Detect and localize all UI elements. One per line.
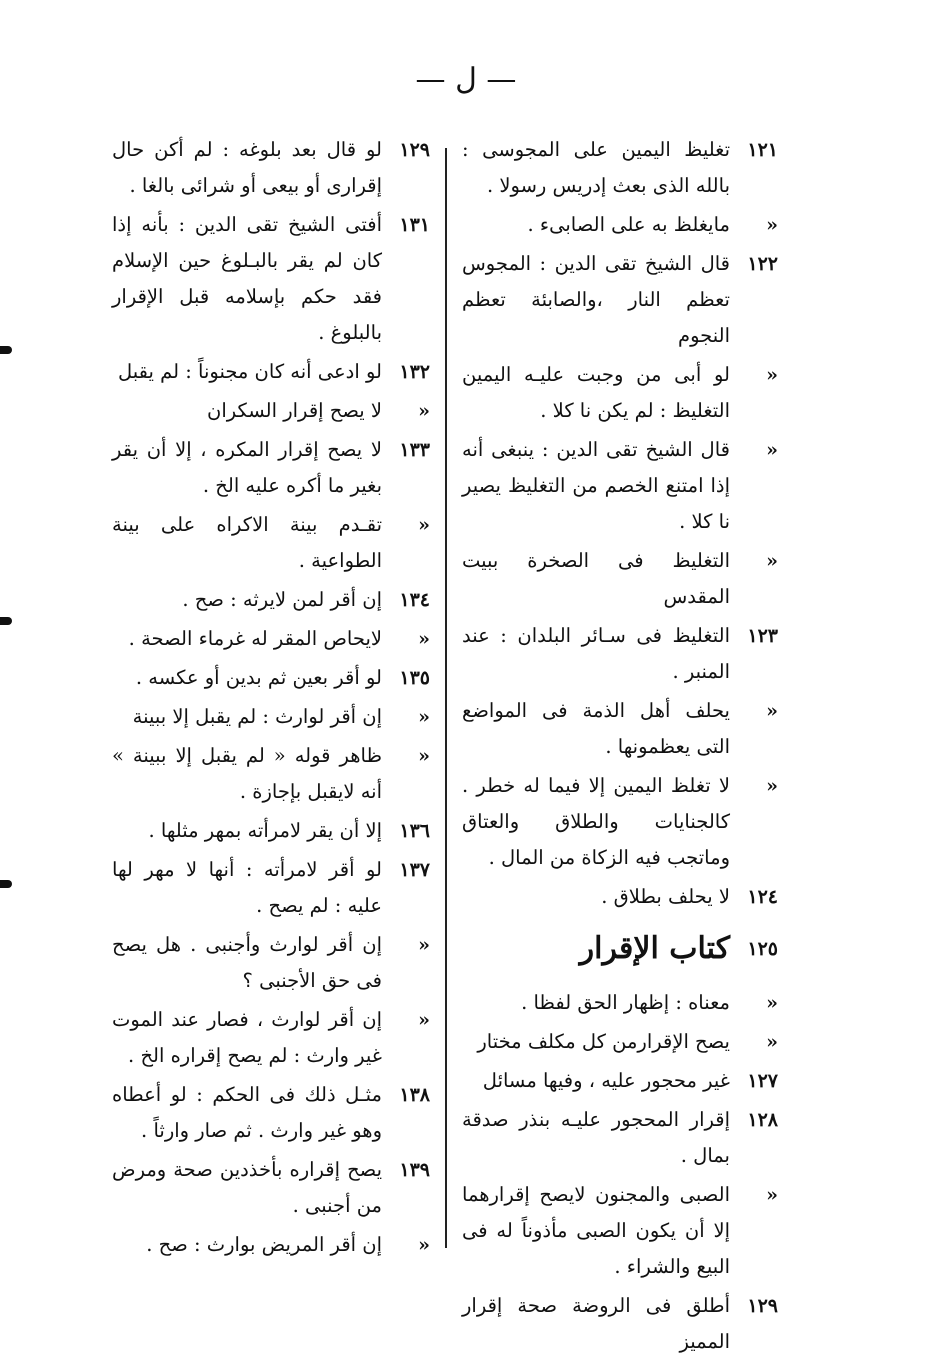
entry-number: ١٢٣ <box>747 625 778 647</box>
entry-number: « <box>766 992 778 1014</box>
entry-text: ظاهر قوله « لم يقبل إلا ببينة » أنه لايقبل بإجازة . <box>112 744 382 803</box>
entry <box>112 432 430 504</box>
entry-number: « <box>418 934 430 956</box>
entry <box>112 1227 430 1263</box>
entry-text: يصح إقراره بأخذدين صحة ومرض من أجنبى . <box>112 1158 382 1217</box>
entry-text: غير محجور عليه ، وفيها مسائل <box>482 1069 730 1092</box>
entry <box>462 207 778 243</box>
entry <box>462 1288 778 1360</box>
entry-text: تغليظ اليمين على المجوسى : بالله الذى بعث إدريس رسولا . <box>462 138 730 197</box>
entry <box>112 852 430 924</box>
entry <box>462 357 778 429</box>
entry-text: إلا أن يقر لامرأته بمهر مثلها . <box>148 819 382 842</box>
entry <box>462 985 778 1021</box>
entry <box>112 813 430 849</box>
entry-text: لو قال بعد بلوغه : لم أكن حال إقرارى أو بيعى أو شرائى بالغا . <box>112 138 382 197</box>
entry-text: التغليظ فى الصخرة ببيت المقدس <box>462 549 730 608</box>
entry-number: ١٢٩ <box>399 139 430 161</box>
column-divider <box>445 148 447 1248</box>
entry-number: « <box>418 514 430 536</box>
entry-number: « <box>766 700 778 722</box>
entry-text: التغليظ فى سـائر البلدان : عند المنبر . <box>462 624 730 683</box>
entry-number: « <box>766 1031 778 1053</box>
entry-number: « <box>766 775 778 797</box>
right-column <box>462 132 778 1363</box>
entry-text: لو أقر لامرأته : أنها لا مهر لها عليه : لم يصح . <box>112 858 382 917</box>
entry-number: « <box>418 1009 430 1031</box>
entry <box>462 1063 778 1099</box>
entry-number: ١٣٧ <box>399 859 430 881</box>
entry-text: معناه : إظهار الحق لفظا . <box>521 991 730 1014</box>
entry-text: لو ادعى أنه كان مجنوناً : لم يقبل <box>117 360 382 383</box>
entry-number: « <box>766 1184 778 1206</box>
entry-text: إن أقر لمن لايرثه : صح . <box>182 588 382 611</box>
entry-number: « <box>418 400 430 422</box>
entry-number: « <box>766 364 778 386</box>
entry-number: « <box>418 706 430 728</box>
entry-number: ١٢٥ <box>747 938 778 960</box>
entry <box>112 393 430 429</box>
entry-text: مثـل ذلك فى الحكم : لو أعطاه وهو غير وارث . ثم صار وارثاً . <box>112 1083 382 1142</box>
entry-text: أطلق فى الروضة صحة إقرار المميز <box>462 1294 730 1353</box>
entry-number: « <box>766 214 778 236</box>
entry-text: إن أقر لوارث ، فصار عند الموت غير وارث : لم يصح إقراره الخ . <box>112 1008 382 1067</box>
entry-text: تقـدم بينة الاكراه على بينة الطواعية . <box>112 513 382 572</box>
entry-text: لو أبى من وجبت عليـه اليمين التغليظ : لم يكن نا كلا . <box>462 363 730 422</box>
entry <box>112 354 430 390</box>
entry-number: ١٣٩ <box>399 1159 430 1181</box>
entry <box>112 1152 430 1224</box>
entry-number: « <box>418 745 430 767</box>
entry-text: إن أقر لوارث : لم يقبل إلا ببينة <box>132 705 382 728</box>
scan-mark <box>0 880 12 888</box>
entry <box>112 927 430 999</box>
left-column <box>112 132 430 1266</box>
entry-text: لا يصح إقرار السكران <box>207 399 382 422</box>
entry-number: « <box>766 439 778 461</box>
entry-number: ١٢١ <box>747 139 778 161</box>
scan-mark <box>0 346 12 354</box>
entry <box>462 132 778 204</box>
section-title: كتاب الإقرار <box>579 931 730 966</box>
entry-number: ١٣١ <box>399 214 430 236</box>
entry <box>462 543 778 615</box>
entry-text: إن أقر لوارث وأجنبى . هل يصح فى حق الأجنبى ؟ <box>112 933 382 992</box>
scan-mark <box>0 617 12 625</box>
entry-number: ١٣٣ <box>399 439 430 461</box>
page-number: — ل — <box>415 62 517 97</box>
entry-text: لا يحلف بطلاق . <box>601 885 730 908</box>
entry-number: ١٢٨ <box>747 1109 778 1131</box>
entry <box>112 738 430 810</box>
entry-text: يصح الإقرارمن كل مكلف مختار <box>477 1030 730 1053</box>
entry <box>112 582 430 618</box>
entry-text: لا يصح إقرار المكره ، إلا أن يقر بغير ما أكره عليه الخ . <box>112 438 382 497</box>
entry-text: قال الشيخ تقى الدين : ينبغى أنه إذا امتنع الخصم من التغليظ يصير نا كلا . <box>462 438 730 533</box>
entry-number: ١٣٥ <box>399 667 430 689</box>
entry-number: ١٢٤ <box>747 886 778 908</box>
entry <box>462 618 778 690</box>
entry-text: إقرار المحجور عليـه بنذر صدقة بمال . <box>462 1108 730 1167</box>
entry-text: إن أقر المريض بوارث : صح . <box>146 1233 382 1256</box>
entry-text: مايغلظ به على الصابىء . <box>527 213 730 236</box>
entry-number: ١٣٨ <box>399 1084 430 1106</box>
entry-number: « <box>418 628 430 650</box>
entry <box>462 432 778 540</box>
entry <box>112 132 430 204</box>
section-heading <box>462 925 778 973</box>
entry <box>112 699 430 735</box>
entry-number: ١٢٩ <box>747 1295 778 1317</box>
entry <box>462 879 778 915</box>
entry <box>462 1177 778 1285</box>
entry <box>112 1002 430 1074</box>
entry-number: ١٢٧ <box>747 1070 778 1092</box>
entry <box>462 768 778 876</box>
entry-number: « <box>766 550 778 572</box>
entry <box>462 693 778 765</box>
entry-text: الصبى والمجنون لايصح إقرارهما إلا أن يكون الصبى مأذوناً له فى البيع والشراء . <box>462 1183 730 1278</box>
entry-number: ١٣٢ <box>399 361 430 383</box>
entry <box>112 621 430 657</box>
entry <box>112 507 430 579</box>
entry <box>462 1024 778 1060</box>
entry <box>462 1102 778 1174</box>
entry <box>462 246 778 354</box>
entry-text: لا تغلظ اليمين إلا فيما له خطر . كالجنايات والطلاق والعتاق وماتجب فيه الزكاة من المال . <box>462 774 730 869</box>
entry-text: أفتى الشيخ تقى الدين : بأنه إذا كان لم يقر بالبـلوغ حين الإسلام فقد حكم بإسلامه قبل الإقرار بالبلوغ . <box>112 213 382 344</box>
entry <box>112 207 430 351</box>
entry <box>112 1077 430 1149</box>
entry-number: ١٣٦ <box>399 820 430 842</box>
entry-number: ١٢٢ <box>747 253 778 275</box>
entry-number: « <box>418 1234 430 1256</box>
entry-text: لو أقر بعين ثم بدين أو عكسه . <box>135 666 382 689</box>
entry <box>112 660 430 696</box>
entry-text: قال الشيخ تقى الدين : المجوس تعظم النار ،والصابئة تعظم النجوم <box>462 252 730 347</box>
entry-text: لايحاص المقر له غرماء الصحة . <box>128 627 382 650</box>
entry-text: يحلف أهل الذمة فى المواضع التى يعظمونها . <box>462 699 730 758</box>
entry-number: ١٣٤ <box>399 589 430 611</box>
